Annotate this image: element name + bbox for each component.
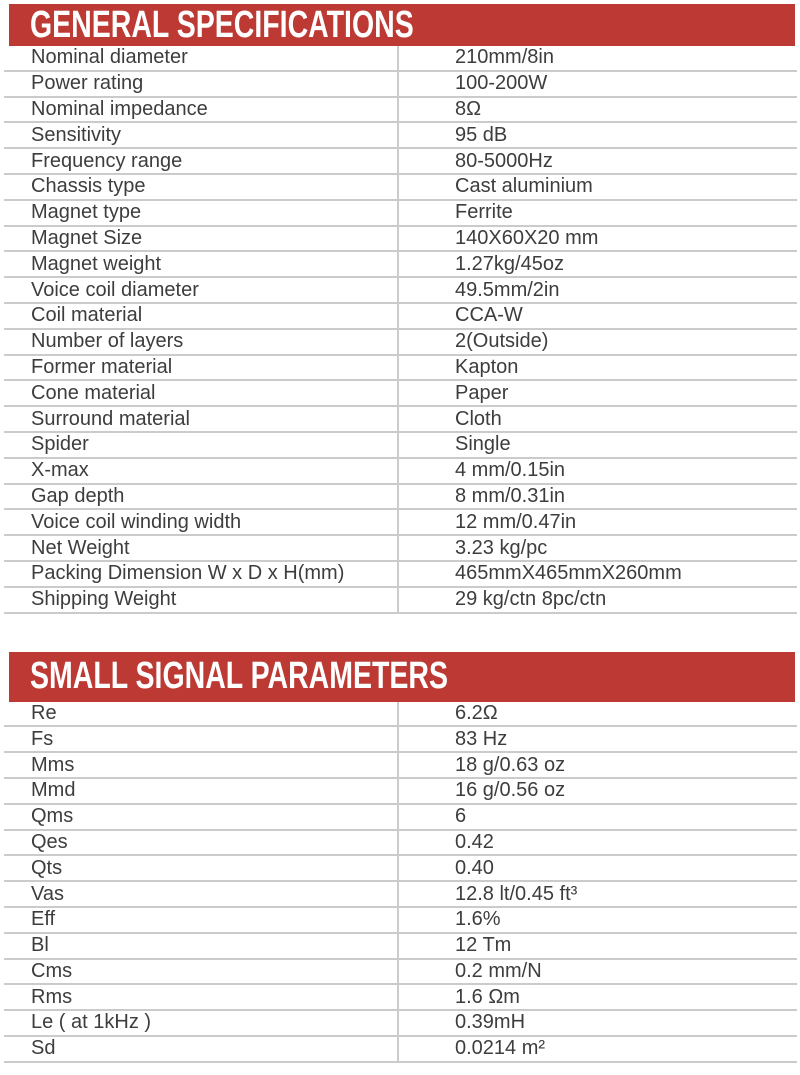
spec-label: Nominal diameter xyxy=(31,46,188,69)
spec-value: Paper xyxy=(397,381,797,405)
spec-label: Voice coil winding width xyxy=(31,510,242,533)
spec-label: Magnet Size xyxy=(31,226,143,249)
spec-value: Cast aluminium xyxy=(397,175,797,199)
spec-value: 0.2 mm/N xyxy=(397,960,797,984)
table-row xyxy=(4,330,797,356)
spec-label: Vas xyxy=(31,882,64,905)
spec-value: 1.27kg/45oz xyxy=(397,252,797,276)
spec-value: 80-5000Hz xyxy=(397,149,797,173)
table-row xyxy=(4,278,797,304)
table-row xyxy=(4,1011,797,1037)
table-row xyxy=(4,831,797,857)
spec-label: Cone material xyxy=(31,381,156,404)
table-row xyxy=(4,485,797,511)
spec-label: Surround material xyxy=(31,407,190,430)
spec-label: Coil material xyxy=(31,304,143,327)
spec-label: Net Weight xyxy=(31,536,130,559)
spec-label: Mmd xyxy=(31,779,76,802)
spec-label: Power rating xyxy=(31,72,144,95)
table-row xyxy=(4,510,797,536)
spec-label: Spider xyxy=(31,433,89,456)
spec-value: 29 kg/ctn 8pc/ctn xyxy=(397,588,797,612)
spec-label: Chassis type xyxy=(31,175,146,198)
table-row xyxy=(4,934,797,960)
small-signal-parameters-table xyxy=(4,702,797,1063)
spec-value: 12 mm/0.47in xyxy=(397,510,797,534)
spec-value: 6.2Ω xyxy=(397,702,797,726)
spec-value: 6 xyxy=(397,805,797,829)
spec-label: Re xyxy=(31,701,57,724)
spec-label: Former material xyxy=(31,355,173,378)
spec-label: Nominal impedance xyxy=(31,97,208,120)
table-row xyxy=(4,123,797,149)
section-small-signal-parameters xyxy=(0,652,800,1063)
spec-label: Magnet type xyxy=(31,201,142,224)
table-row xyxy=(4,175,797,201)
section-title: GENERAL SPECIFICATIONS xyxy=(30,4,414,46)
spec-value: 2(Outside) xyxy=(397,330,797,354)
table-row xyxy=(4,702,797,728)
spec-label: Mms xyxy=(31,753,75,776)
spec-value: 16 g/0.56 oz xyxy=(397,779,797,803)
spec-value: 4 mm/0.15in xyxy=(397,459,797,483)
table-row xyxy=(4,856,797,882)
general-specifications-header xyxy=(9,4,795,46)
spec-label: Magnet weight xyxy=(31,252,162,275)
table-row xyxy=(4,805,797,831)
spec-label: Bl xyxy=(31,934,49,957)
table-row xyxy=(4,960,797,986)
general-specifications-table xyxy=(4,46,797,614)
table-row xyxy=(4,201,797,227)
spec-label: Voice coil diameter xyxy=(31,278,199,301)
spec-value: CCA-W xyxy=(397,304,797,328)
table-row xyxy=(4,908,797,934)
table-row xyxy=(4,227,797,253)
section-title: SMALL SIGNAL PARAMETERS xyxy=(30,655,449,698)
spec-label: Rms xyxy=(31,985,73,1008)
spec-value: 8Ω xyxy=(397,98,797,122)
spec-value: 95 dB xyxy=(397,123,797,147)
spec-value: 83 Hz xyxy=(397,727,797,751)
spec-label: Qms xyxy=(31,805,74,828)
spec-value: 465mmX465mmX260mm xyxy=(397,562,797,586)
spec-value: 8 mm/0.31in xyxy=(397,485,797,509)
spec-label: Qts xyxy=(31,856,63,879)
spec-value: 3.23 kg/pc xyxy=(397,536,797,560)
spec-label: Frequency range xyxy=(31,149,183,172)
spec-value: Cloth xyxy=(397,407,797,431)
table-row xyxy=(4,536,797,562)
table-row xyxy=(4,407,797,433)
spec-label: X-max xyxy=(31,459,89,482)
small-signal-parameters-header xyxy=(9,652,795,702)
spec-value: Ferrite xyxy=(397,201,797,225)
spec-value: 1.6% xyxy=(397,908,797,932)
spec-label: Le ( at 1kHz ) xyxy=(31,1011,152,1034)
spec-value: 100-200W xyxy=(397,72,797,96)
section-general-specifications xyxy=(0,4,800,614)
spec-value: 0.40 xyxy=(397,856,797,880)
table-row xyxy=(4,1037,797,1063)
spec-value: 140X60X20 mm xyxy=(397,227,797,251)
spec-value: 1.6 Ωm xyxy=(397,985,797,1009)
spec-label: Shipping Weight xyxy=(31,588,177,611)
table-row xyxy=(4,562,797,588)
table-row xyxy=(4,433,797,459)
table-row xyxy=(4,985,797,1011)
table-row xyxy=(4,98,797,124)
spec-sheet xyxy=(0,4,800,1075)
spec-label: Number of layers xyxy=(31,330,184,353)
spec-label: Fs xyxy=(31,727,54,750)
table-row xyxy=(4,753,797,779)
spec-label: Packing Dimension W x D x H(mm) xyxy=(31,562,345,585)
table-row xyxy=(4,727,797,753)
spec-value: Single xyxy=(397,433,797,457)
table-row xyxy=(4,252,797,278)
spec-label: Eff xyxy=(31,908,56,931)
spec-value: 49.5mm/2in xyxy=(397,278,797,302)
spec-value: 12 Tm xyxy=(397,934,797,958)
spec-value: Kapton xyxy=(397,356,797,380)
spec-label: Gap depth xyxy=(31,484,125,507)
table-row xyxy=(4,588,797,614)
table-row xyxy=(4,149,797,175)
spec-value: 210mm/8in xyxy=(397,46,797,70)
spec-label: Qes xyxy=(31,830,68,853)
spec-label: Sd xyxy=(31,1037,56,1060)
spec-label: Cms xyxy=(31,959,73,982)
table-row xyxy=(4,381,797,407)
table-row xyxy=(4,304,797,330)
table-row xyxy=(4,459,797,485)
spec-label: Sensitivity xyxy=(31,123,122,146)
table-row xyxy=(4,882,797,908)
table-row xyxy=(4,46,797,72)
table-row xyxy=(4,356,797,382)
table-row xyxy=(4,779,797,805)
spec-value: 12.8 lt/0.45 ft³ xyxy=(397,882,797,906)
spec-value: 18 g/0.63 oz xyxy=(397,753,797,777)
spec-value: 0.39mH xyxy=(397,1011,797,1035)
spec-value: 0.0214 m² xyxy=(397,1037,797,1061)
spec-value: 0.42 xyxy=(397,831,797,855)
table-row xyxy=(4,72,797,98)
